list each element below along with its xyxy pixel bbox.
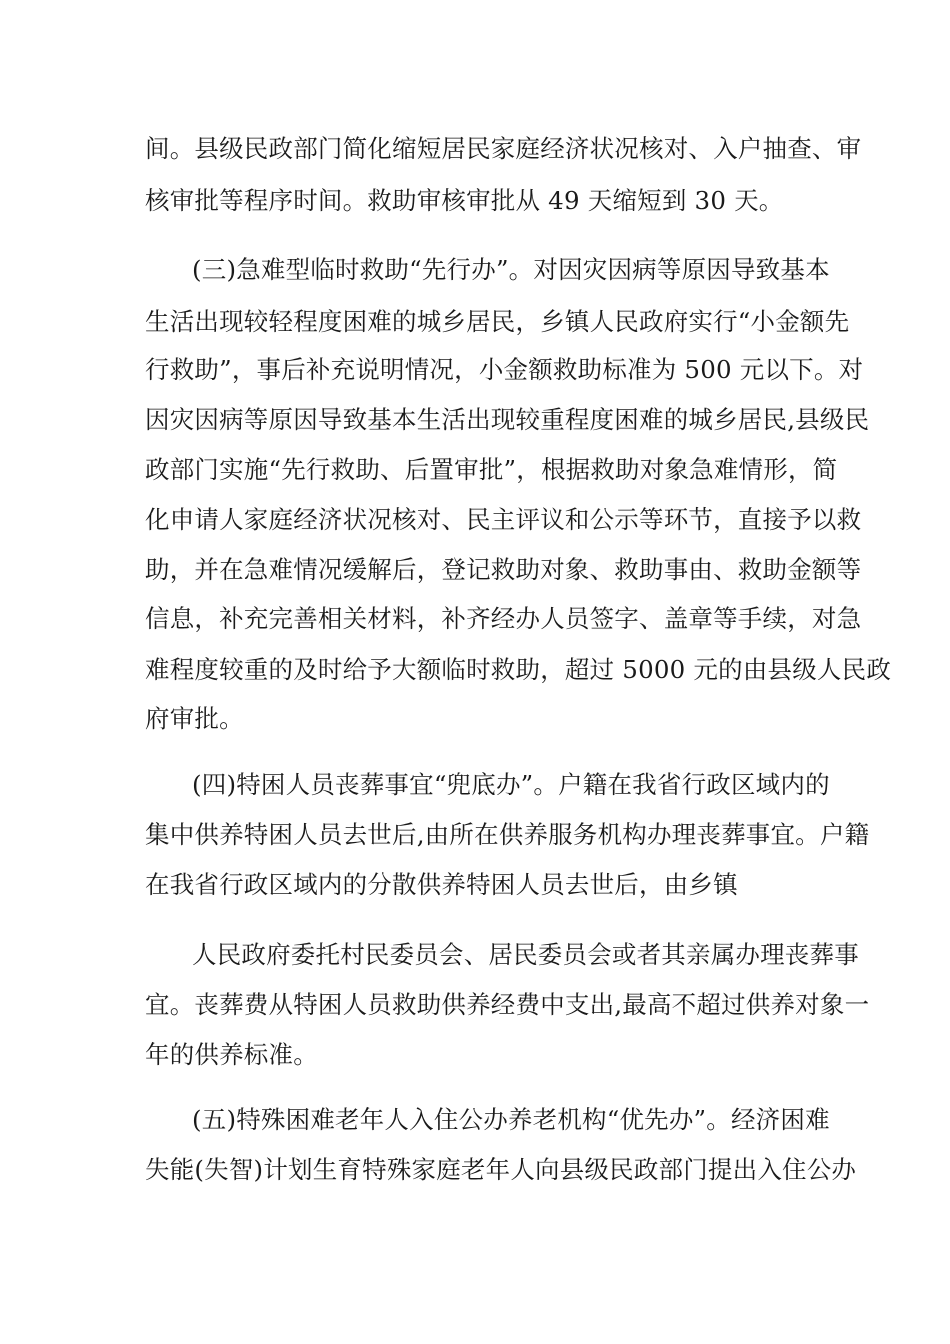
text-line: 行救助”，事后补充说明情况，小金额救助标准为 500 元以下。对 <box>145 355 864 384</box>
text-line: 失能(失智)计划生育特殊家庭老年人向县级民政部门提出入住公办 <box>145 1155 857 1184</box>
paragraph-4-heading: (四)特困人员丧葬事宜“兜底办”。户籍在我省行政区域内的 <box>192 770 830 799</box>
text-line: 生活出现较轻程度困难的城乡居民，乡镇人民政府实行“小金额先 <box>145 307 850 336</box>
text-line: 因灾因病等原因导致基本生活出现较重程度困难的城乡居民,县级民 <box>145 405 870 434</box>
text-line: 宜。丧葬费从特困人员救助供养经费中支出,最高不超过供养对象一 <box>145 990 870 1019</box>
text-line: 集中供养特困人员去世后,由所在供养服务机构办理丧葬事宜。户籍 <box>145 820 870 849</box>
text-line: 化申请人家庭经济状况核对、民主评议和公示等环节，直接予以救 <box>145 505 862 534</box>
text-line: 府审批。 <box>145 704 244 733</box>
text-line: 核审批等程序时间。救助审核审批从 49 天缩短到 30 天。 <box>145 186 784 215</box>
text-line: 年的供养标准。 <box>145 1040 318 1069</box>
paragraph-3-heading: (三)急难型临时救助“先行办”。对因灾因病等原因导致基本 <box>192 255 830 284</box>
text-line: 难程度较重的及时给予大额临时救助，超过 5000 元的由县级人民政 <box>145 655 892 684</box>
text-line: 间。县级民政部门简化缩短居民家庭经济状况核对、入户抽查、审 <box>145 134 862 163</box>
text-line: 助，并在急难情况缓解后，登记救助对象、救助事由、救助金额等 <box>145 555 862 584</box>
text-line: 信息，补充完善相关材料，补齐经办人员签字、盖章等手续，对急 <box>145 604 862 633</box>
text-line: 人民政府委托村民委员会、居民委员会或者其亲属办理丧葬事 <box>192 940 859 969</box>
text-line: 在我省行政区域内的分散供养特困人员去世后，由乡镇 <box>145 870 738 899</box>
paragraph-5-heading: (五)特殊困难老年人入住公办养老机构“优先办”。经济困难 <box>192 1105 830 1134</box>
text-line: 政部门实施“先行救助、后置审批”，根据救助对象急难情形，简 <box>145 455 838 484</box>
